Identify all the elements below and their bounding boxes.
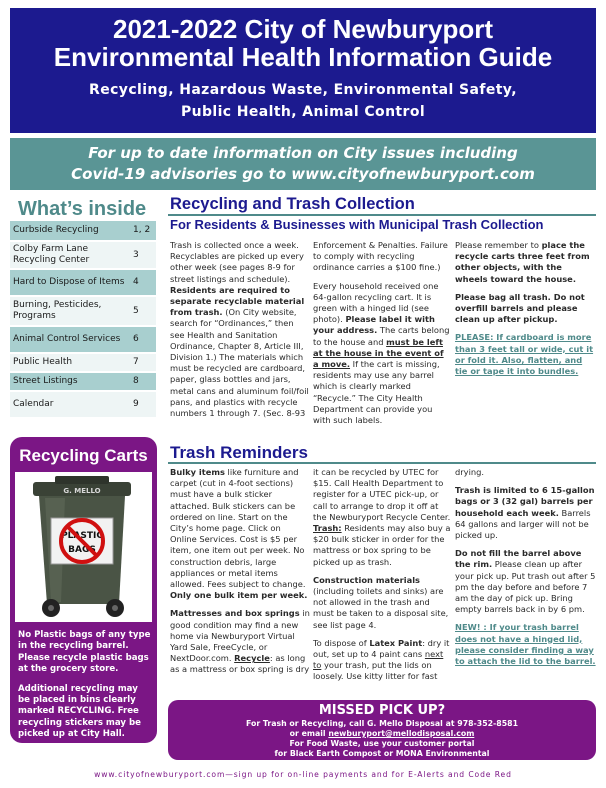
text-run: Recycle — [234, 653, 270, 664]
toc-row[interactable] — [10, 326, 156, 353]
missed-pickup-food-line: For Food Waste, use your customer portal — [289, 739, 475, 748]
text-run: : dry it out, set up to 4 paint cans — [313, 637, 450, 660]
text-run: Only one bulk item per week. — [170, 590, 308, 601]
missed-pickup-email-line — [168, 729, 596, 739]
toc-label: Public Health — [10, 353, 130, 372]
text-run: Construction materials — [313, 574, 420, 585]
paragraph: PLEASE: If cardboard is more than 3 feet tall or wide, cut it or fold it. Also, flatten, and tie or tape it into bundles. — [455, 332, 594, 377]
toc-pages: 9 — [130, 391, 156, 418]
recycling-carts-title: Recycling Carts — [19, 446, 148, 465]
title-line-1: 2021-2022 City of Newburyport — [112, 14, 493, 44]
text-run: it can be recycled by UTEC for $15. Call Health Department to register for a UTEC pick-up, or call to arrange to drop it off at the Newburyport Recycle Center. — [313, 467, 451, 522]
info-banner-line-2: Covid-19 advisories go to www.cityofnewburyport.com — [71, 165, 535, 183]
text-run: Bulky items — [170, 467, 225, 477]
toc-pages: 8 — [130, 372, 156, 391]
paragraph: No Plastic bags of any type in the recycling barrel. Please recycle plastic bags at the grocery store. — [18, 630, 151, 675]
text-run: Barrels 64 gallons and larger will not be picked up. — [455, 507, 591, 541]
trash-column-2 — [313, 467, 451, 690]
toc-row[interactable] — [10, 372, 156, 391]
missed-pickup-title: MISSED PICK UP? — [318, 703, 446, 718]
toc-row[interactable] — [10, 391, 156, 418]
toc-pages: 7 — [130, 353, 156, 372]
section-divider — [168, 214, 596, 216]
recycling-carts-text — [18, 630, 152, 749]
text-run: Trash is limited to 6 15-gallon bags or 3 (32 gal) barrels per household each week. — [455, 485, 595, 518]
text-run: If the cart is missing, residents may use any barrel which is clearly marked “Recycle.” The City Health Department can provide you with such labels. — [313, 359, 440, 426]
paragraph: NEW! : If your trash barrel does not have a hinged lid, please consider finding a way to attach the lid to the barrel. — [455, 622, 596, 667]
text-run: Trash: — [313, 523, 342, 534]
text-run: place the recycle carts three feet from other objects, with the wheels toward the house. — [455, 240, 590, 284]
sign-text-1: PLASTIC — [61, 531, 103, 541]
toc-pages: 1, 2 — [130, 221, 156, 241]
recycling-column-3 — [455, 240, 596, 384]
text-run: The carts belong to the house and — [313, 325, 450, 347]
text-run: Every household received one 64-gallon recycling cart. It is green with a hinged lid (see photo). — [313, 280, 439, 325]
subtitle-line-1: Recycling, Hazardous Waste, Environmental Safety, — [89, 82, 517, 98]
sign-text-2: BAGS — [68, 545, 96, 555]
recycling-column-1 — [170, 240, 310, 426]
toc-row[interactable] — [10, 241, 156, 269]
toc-pages: 4 — [130, 269, 156, 296]
text-run: Please clean up after your pick up. Put trash out after 5 pm the day before and before 7 am the day of pick up. Bring empty barrels back in by 6 pm. — [455, 559, 596, 615]
toc-label: Curbside Recycling — [10, 221, 130, 241]
toc-table — [10, 221, 156, 419]
toc-pages: 3 — [130, 241, 156, 269]
text-run: must be left at the house in the event of a move. — [313, 336, 444, 370]
toc-row[interactable] — [10, 296, 156, 326]
text-run: Do not fill the barrel above the rim. — [455, 548, 582, 570]
paragraph: Additional recycling may be placed in bins clearly marked RECYCLING. Free recycling stickers may be picked up at City Hall. — [18, 683, 141, 740]
text-run: Latex Paint — [369, 637, 423, 648]
info-banner-line-1: For up to date information on City issues including — [88, 144, 518, 162]
footer-text: www.cityofnewburyport.com—sign up for on-line payments and for E-Alerts and Code Red — [94, 770, 512, 779]
paragraph: Please bag all trash. Do not overfill barrels and please clean up after pickup. — [455, 291, 585, 325]
toc-row[interactable] — [10, 221, 156, 241]
text-run: or email — [289, 729, 329, 738]
toc-row[interactable] — [10, 269, 156, 296]
missed-pickup-phone-line: For Trash or Recycling, call G. Mello Disposal at 978-352-8581 — [245, 719, 518, 728]
toc-label: Burning, Pesticides, Programs — [10, 296, 130, 326]
toc-label: Street Listings — [10, 372, 130, 391]
text-run: (On City website, search for “Ordinances,” then see Health and Sanitation Ordinance, Chapter 8, Article III, Division 1.) The materials which must be recycled are cardboard, paper, glass bottles and jars, metal cans and aluminum foil/foil pans, and plastics with recycle numbers 1 through 7. (Sec. 8-93 — [170, 307, 309, 419]
text-run: next to — [313, 649, 444, 671]
toc-label: Colby Farm Lane Recycling Center — [10, 241, 130, 269]
trash-reminders-title: Trash Reminders — [170, 443, 308, 462]
text-run: Residents are required to separate recyclable material from trash. — [170, 284, 305, 318]
info-banner — [10, 138, 596, 190]
recycling-column-2 — [313, 240, 451, 433]
text-run: (including toilets and sinks) are not allowed in the trash and must be taken to a disposal site, see list page 4. — [313, 586, 449, 630]
text-run: your trash, put the lids on loosely. Use kitty litter for fast — [313, 660, 438, 682]
cart-brand-text: G. MELLO — [63, 487, 101, 495]
toc-pages: 6 — [130, 326, 156, 353]
trash-column-1 — [170, 467, 310, 683]
toc-pages: 5 — [130, 296, 156, 326]
text-run: in good condition may find a new home via Newburyport Virtual Yard Sale, FreeCycle, or NextDoor.com. — [170, 608, 310, 664]
text-run: Please remember to — [455, 240, 542, 250]
paragraph: Enforcement & Penalties. Failure to comply with recycling ordinance carries a $100 fine.) — [313, 240, 448, 273]
toc-label: Hard to Dispose of Items — [10, 269, 130, 296]
text-run: Residents may also buy a $20 bulk sticker in order for the mattress or box spring to be picked up as trash. — [313, 523, 451, 567]
paragraph: drying. — [455, 467, 485, 477]
text-run: : as long as a mattress or box spring is dry — [170, 653, 310, 675]
missed-pickup-box — [168, 700, 596, 760]
text-run: Mattresses and box springs — [170, 608, 300, 619]
recycling-section-subtitle: For Residents & Businesses with Municipal Trash Collection — [170, 217, 544, 232]
title-line-2: Environmental Health Information Guide — [53, 42, 553, 72]
section-divider — [168, 462, 596, 464]
toc-row[interactable] — [10, 353, 156, 372]
text-run: like furniture and carpet (cut in 4-foot sections) must have a bulk sticker attached. Bulk stickers can be ordered on line. Start on the City’s home page. Click on Online Services. Cost is $5 per item, one item out per week. No construction debris, large appliances or metal items allowed. Fees subject to change. — [170, 467, 306, 590]
toc-heading: What’s inside — [18, 198, 147, 220]
toc-label: Calendar — [10, 391, 130, 418]
text-run: Please label it with your address. — [313, 314, 435, 336]
trash-column-3 — [455, 467, 596, 674]
text-run: Trash is collected once a week. Recyclables are picked up every other week (see pages 8-9 for street listings and schedule). — [170, 240, 304, 284]
missed-pickup-compost-line: for Black Earth Compost or MONA Environmental — [274, 749, 490, 758]
recycling-cart-icon — [15, 472, 152, 622]
email-link[interactable]: newburyport@mellodisposal.com — [328, 729, 475, 738]
header-banner — [10, 8, 596, 133]
subtitle-line-2: Public Health, Animal Control — [180, 104, 426, 120]
recycling-cart-photo — [15, 472, 152, 622]
toc-label: Animal Control Services — [10, 326, 130, 353]
recycling-section-title: Recycling and Trash Collection — [170, 195, 415, 213]
text-run: To dispose of — [313, 637, 370, 648]
